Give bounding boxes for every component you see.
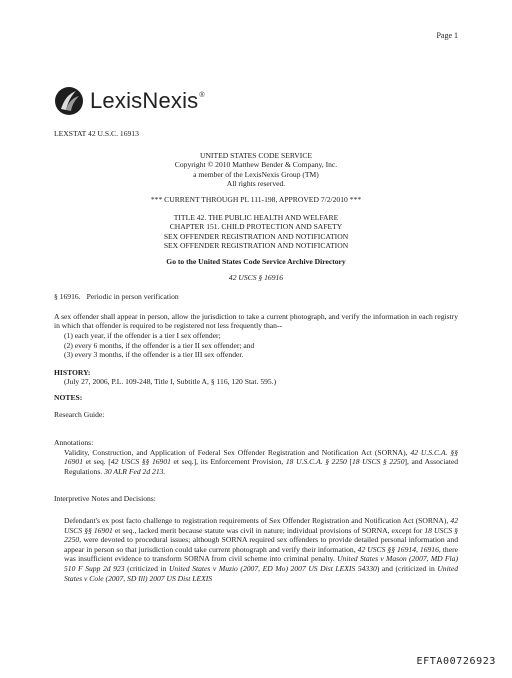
section-item: (3) every 3 months, if the offender is a tier III sex offender. <box>64 350 244 360</box>
research-guide-label: Research Guide: <box>54 410 105 420</box>
lexstat-citation: LEXSTAT 42 U.S.C. 16913 <box>54 129 139 138</box>
section-item: (1) each year, if the offender is a tier I sex offender; <box>64 330 221 340</box>
bates-number: EFTA00726923 <box>416 656 496 667</box>
archive-directory-link[interactable]: Go to the United States Code Service Archive Directory <box>166 256 346 266</box>
currency-note: *** CURRENT THROUGH PL 111-198, APPROVED 7/2/2010 *** <box>150 194 362 204</box>
notes-label: NOTES: <box>54 392 83 402</box>
interpretive-notes-label: Interpretive Notes and Decisions: <box>54 494 156 504</box>
annotation-text: Validity, Construction, and Application of Federal Sex Offender Registration and Notification Act (SORNA), 42 U.S.C.A. §§ 16901 et seq. [42 USCS §§ 16901 et seq.], its Enforcement Provision, 18 U.S.C.A. § 2250 [18 USCS § 2250], and Associated Regulations. 30 ALR Fed 2d 213. <box>64 447 459 476</box>
page-number: Page 1 <box>436 31 458 40</box>
lexisnexis-logo <box>54 85 205 117</box>
title-headings: TITLE 42. THE PUBLIC HEALTH AND WELFARE CHAPTER 151. CHILD PROTECTION AND SAFETY SEX OFFENDER REGISTRATION AND NOTIFICATION SEX OFFENDER REGISTRATION AND NOTIFICATION <box>163 212 349 251</box>
section-text: A sex offender shall appear in person, allow the jurisdiction to take a current photograph, and verify the information in each registry in which that offender is required to be registered not less frequently than-- <box>54 311 458 331</box>
uscs-reference: 42 USCS § 16916 <box>228 272 284 282</box>
history-text: (July 27, 2006, P.L. 109-248, Title I, Subtitle A, § 116, 120 Stat. 595.) <box>64 377 277 387</box>
decision-text: Defendant's ex post facto challenge to registration requirements of Sex Offender Registration and Notification Act (SORNA), 42 USCS §§ 16901 et seq., lacked merit because statute was civil in nature; individual provisions of SORNA, except for 18 USCS § 2250, were devoted to procedural issues; although SORNA required sex offenders to provide detailed personal information and appear in person so that jurisdiction could take current photograph and verify their information, 42 USCS §§ 16914, 16916, there was insufficient evidence to transform SORNA from civil scheme into criminal penalty. United States v Mason (2007, MD Fla) 510 F Supp 2d 923 (criticized in United States v Muzio (2007, ED Mo) 2007 US Dist LEXIS 54330) and (criticized in United States v Cole (2007, SD Ill) 2007 US Dist LEXIS <box>64 516 458 583</box>
section-heading: § 16916. Periodic in person verification <box>54 292 179 302</box>
history-label: HISTORY: <box>54 367 91 377</box>
logo-wordmark: LexisNexis® <box>90 88 205 113</box>
annotations-label: Annotations: <box>54 438 94 448</box>
section-item: (2) every 6 months, if the offender is a tier II sex offender; and <box>64 340 255 350</box>
lexisnexis-logo-icon <box>54 86 84 116</box>
document-body <box>54 129 458 583</box>
publisher-block: UNITED STATES CODE SERVICE Copyright © 2010 Matthew Bender & Company, Inc. a member of the LexisNexis Group (TM) All rights reserved. <box>174 150 338 189</box>
